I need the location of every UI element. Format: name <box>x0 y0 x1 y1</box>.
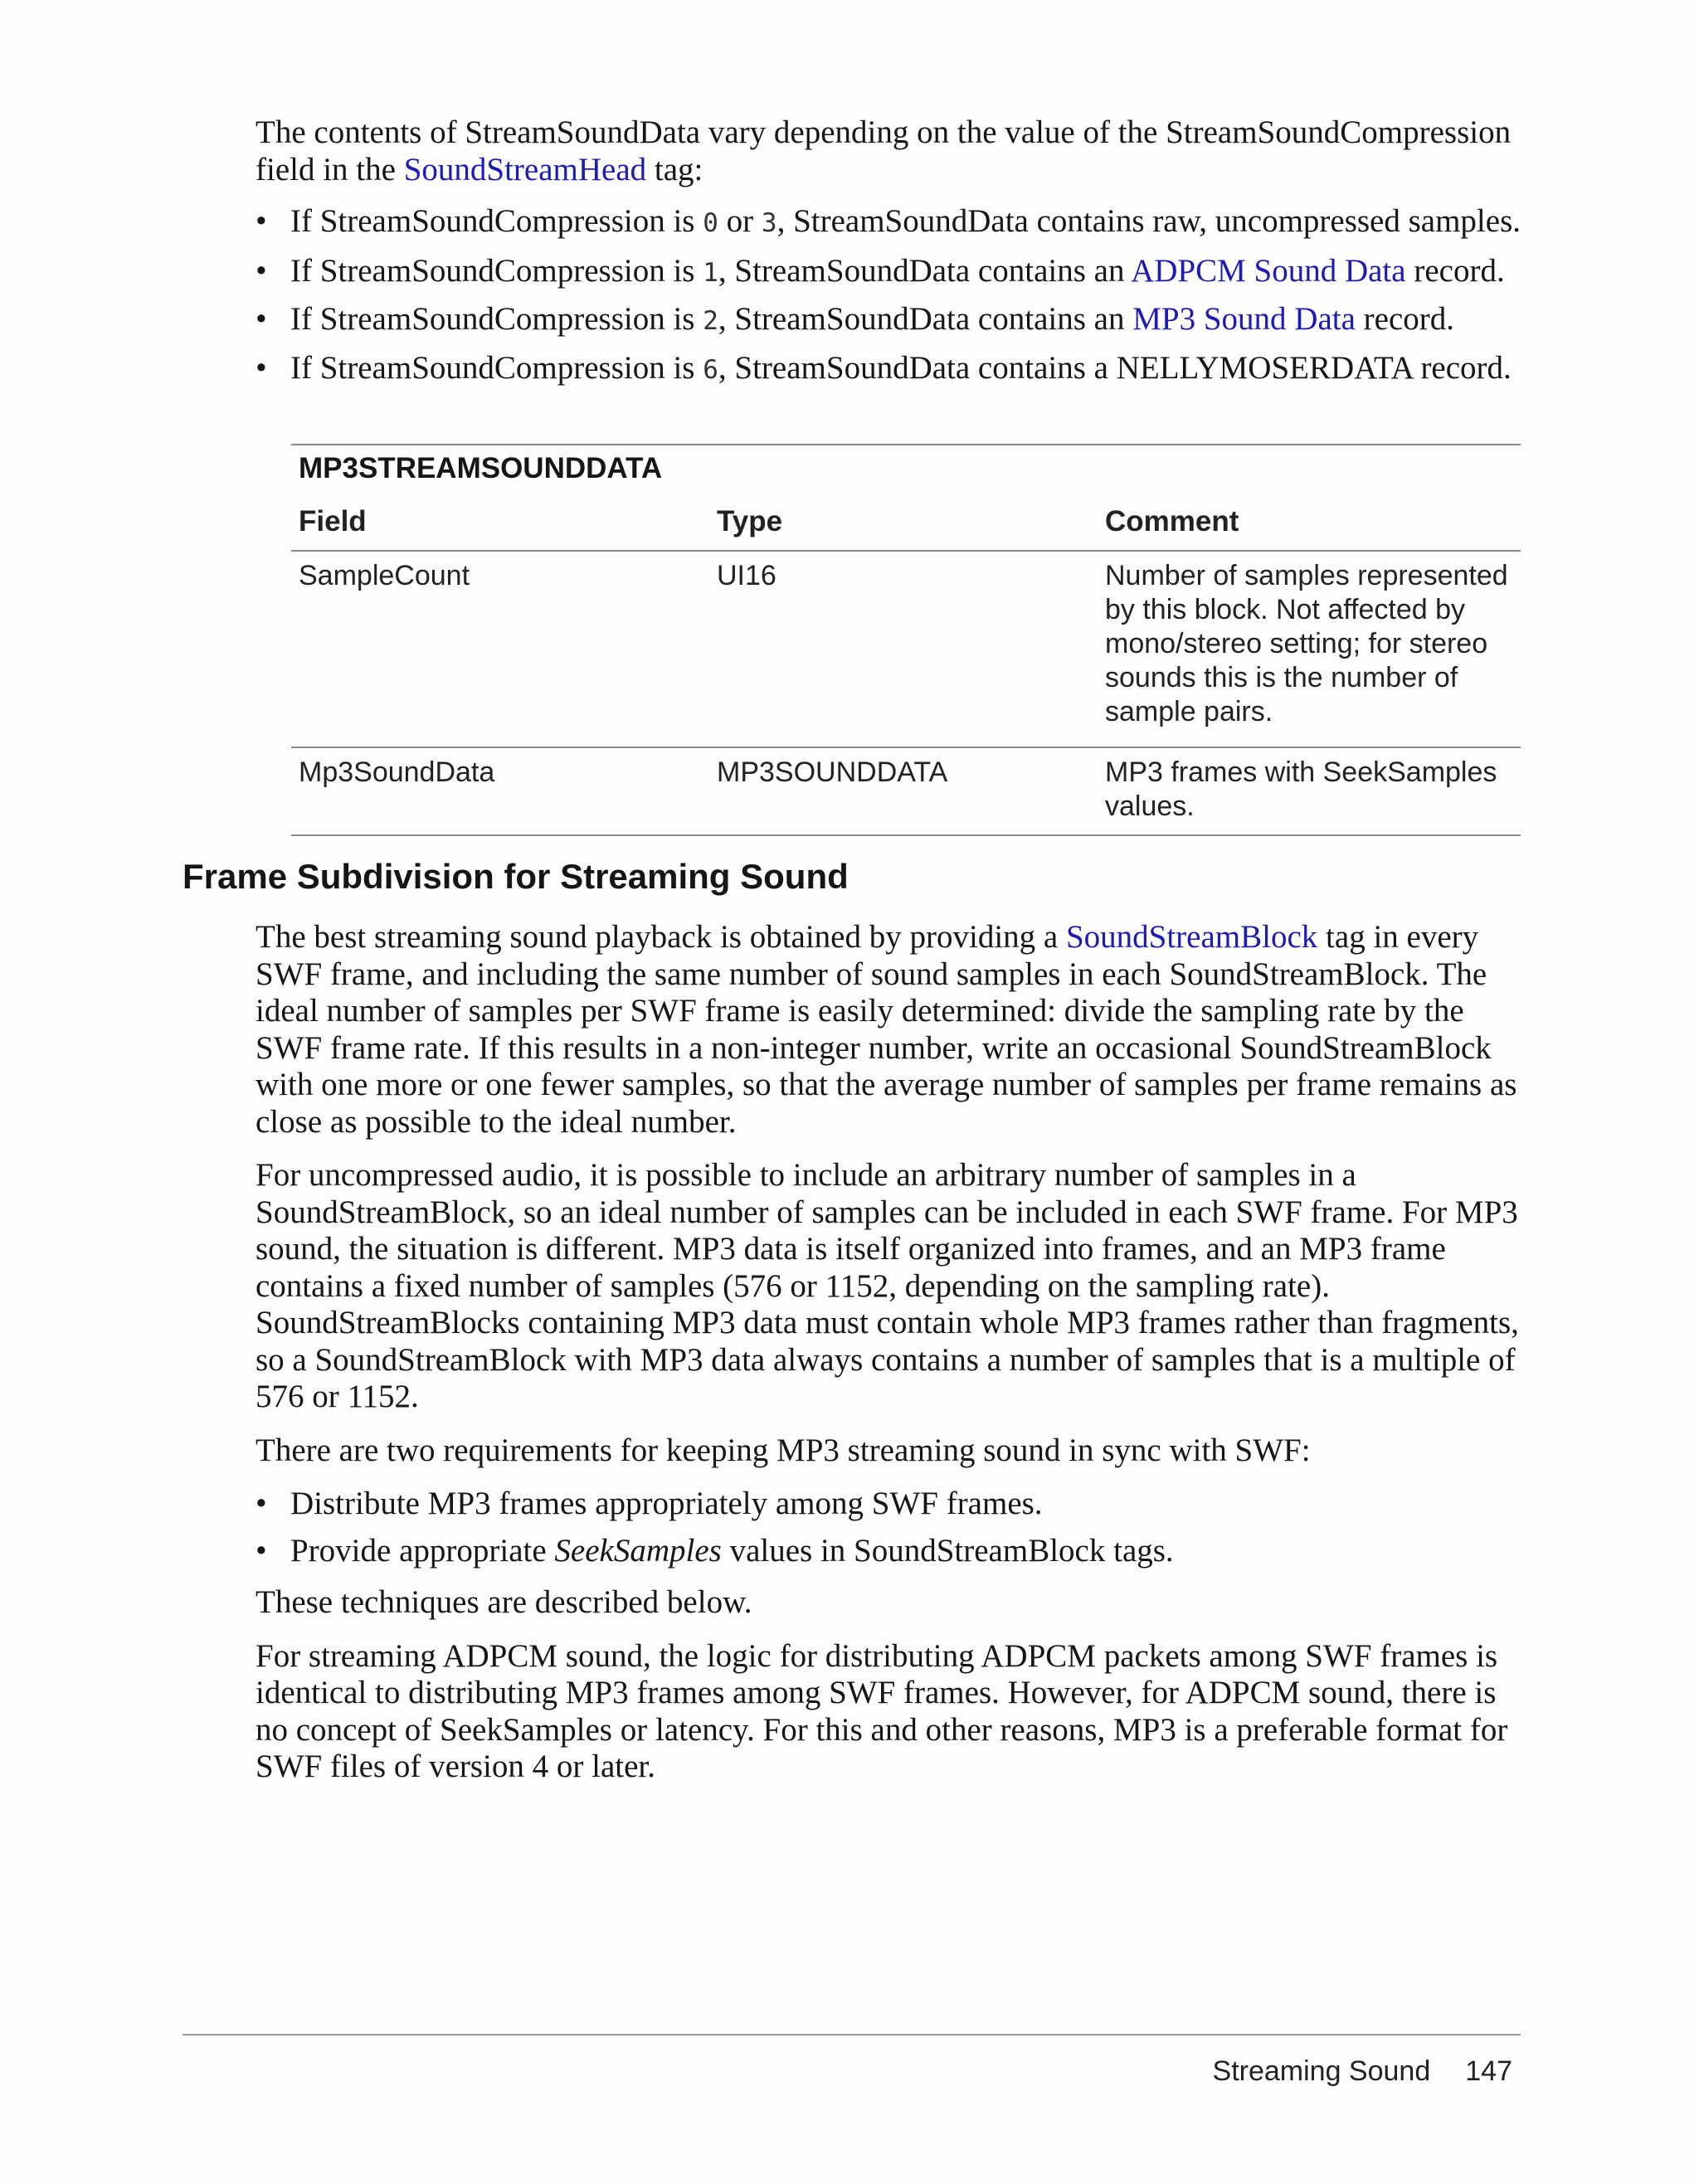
cell-field: Mp3SoundData <box>299 756 495 788</box>
section-body <box>256 919 1521 1786</box>
page-number: 147 <box>1465 2055 1512 2087</box>
requirements-list <box>256 1486 1521 1569</box>
paragraph: For streaming ADPCM sound, the logic for distributing ADPCM packets among SWF frames is identical to distributing MP3 frames among SWF frames. However, for ADPCM sound, there is no concept of SeekSamples or latency. For this and other reasons, MP3 is a preferable format for SWF files of version 4 or later. <box>256 1637 1508 1784</box>
header-comment: Comment <box>1105 505 1239 537</box>
list-item: • Distribute MP3 frames appropriately among SWF frames. <box>256 1486 1043 1521</box>
table-row <box>291 756 1521 834</box>
paragraph: These techniques are described below. <box>256 1584 752 1620</box>
mp3-sound-data-link[interactable]: MP3 Sound Data <box>1132 301 1356 337</box>
soundstreamhead-link[interactable]: SoundStreamHead <box>403 151 647 187</box>
header-type: Type <box>717 505 783 537</box>
table-rule <box>291 747 1521 748</box>
header-field: Field <box>299 505 367 537</box>
cell-comment: MP3 frames with SeekSamples values. <box>1105 756 1497 822</box>
bullet-icon: • <box>256 252 267 289</box>
list-item: • If StreamSoundCompression is 2, StreamSoundData contains an MP3 Sound Data record. <box>256 301 1455 337</box>
cell-field: SampleCount <box>299 560 470 591</box>
adpcm-sound-data-link[interactable]: ADPCM Sound Data <box>1131 252 1406 289</box>
bullet-icon: • <box>256 301 267 337</box>
table-bottom-rule <box>291 834 1521 836</box>
page-footer <box>1213 2055 1512 2088</box>
table-header-row <box>291 504 1521 550</box>
intro-paragraph: The contents of StreamSoundData vary depending on the value of the StreamSoundCompression field in the SoundStreamHead tag: <box>256 114 1512 187</box>
bullet-icon: • <box>256 203 267 239</box>
table-rule <box>291 550 1521 552</box>
bullet-icon: • <box>256 349 267 386</box>
soundstreamblock-link[interactable]: SoundStreamBlock <box>1065 919 1318 955</box>
cell-comment: Number of samples represented by this block. Not affected by mono/stereo setting; for stereo sounds this is the number of sample pairs. <box>1105 560 1508 727</box>
footer-section-title: Streaming Sound <box>1212 2055 1431 2087</box>
table-title: MP3STREAMSOUNDDATA <box>299 452 663 484</box>
cell-type: UI16 <box>717 560 776 591</box>
list-item: • Provide appropriate SeekSamples values in SoundStreamBlock tags. <box>256 1532 1174 1569</box>
record-table <box>291 444 1521 836</box>
section-heading: Frame Subdivision for Streaming Sound <box>183 857 849 896</box>
list-item: • If StreamSoundCompression is 0 or 3, StreamSoundData contains raw, uncompressed samples. <box>256 203 1521 239</box>
footer-rule <box>183 2034 1521 2036</box>
table-row <box>291 559 1521 747</box>
list-item: • If StreamSoundCompression is 6, StreamSoundData contains a NELLYMOSERDATA record. <box>256 349 1512 386</box>
paragraph: The best streaming sound playback is obtained by providing a SoundStreamBlock tag in every SWF frame, and including the same number of sound samples in each SoundStreamBlock. The ideal number of samples per SWF frame is easily determined: divide the sampling rate by the SWF frame rate. If this results in a non-integer number, write an occasional SoundStreamBlock with one more or one fewer samples, so that the average number of samples per frame remains as close as possible to the ideal number. <box>256 919 1517 1140</box>
bullet-icon: • <box>256 1486 267 1521</box>
table-top-rule <box>291 444 1521 445</box>
cell-type: MP3SOUNDDATA <box>717 756 948 788</box>
paragraph: For uncompressed audio, it is possible to include an arbitrary number of samples in a SoundStreamBlock, so an ideal number of samples can be included in each SWF frame. For MP3 sound, the situation is different. MP3 data is itself organized into frames, and an MP3 frame contains a fixed number of samples (576 or 1152, depending on the sampling rate). SoundStreamBlocks containing MP3 data must contain whole MP3 frames rather than fragments, so a SoundStreamBlock with MP3 data always contains a number of samples that is a multiple of 576 or 1152. <box>256 1157 1519 1414</box>
list-item: • If StreamSoundCompression is 1, StreamSoundData contains an ADPCM Sound Data record. <box>256 252 1505 289</box>
bullet-icon: • <box>256 1532 267 1569</box>
compression-bullet-list <box>256 203 1521 388</box>
paragraph: There are two requirements for keeping MP3 streaming sound in sync with SWF: <box>256 1432 1311 1468</box>
